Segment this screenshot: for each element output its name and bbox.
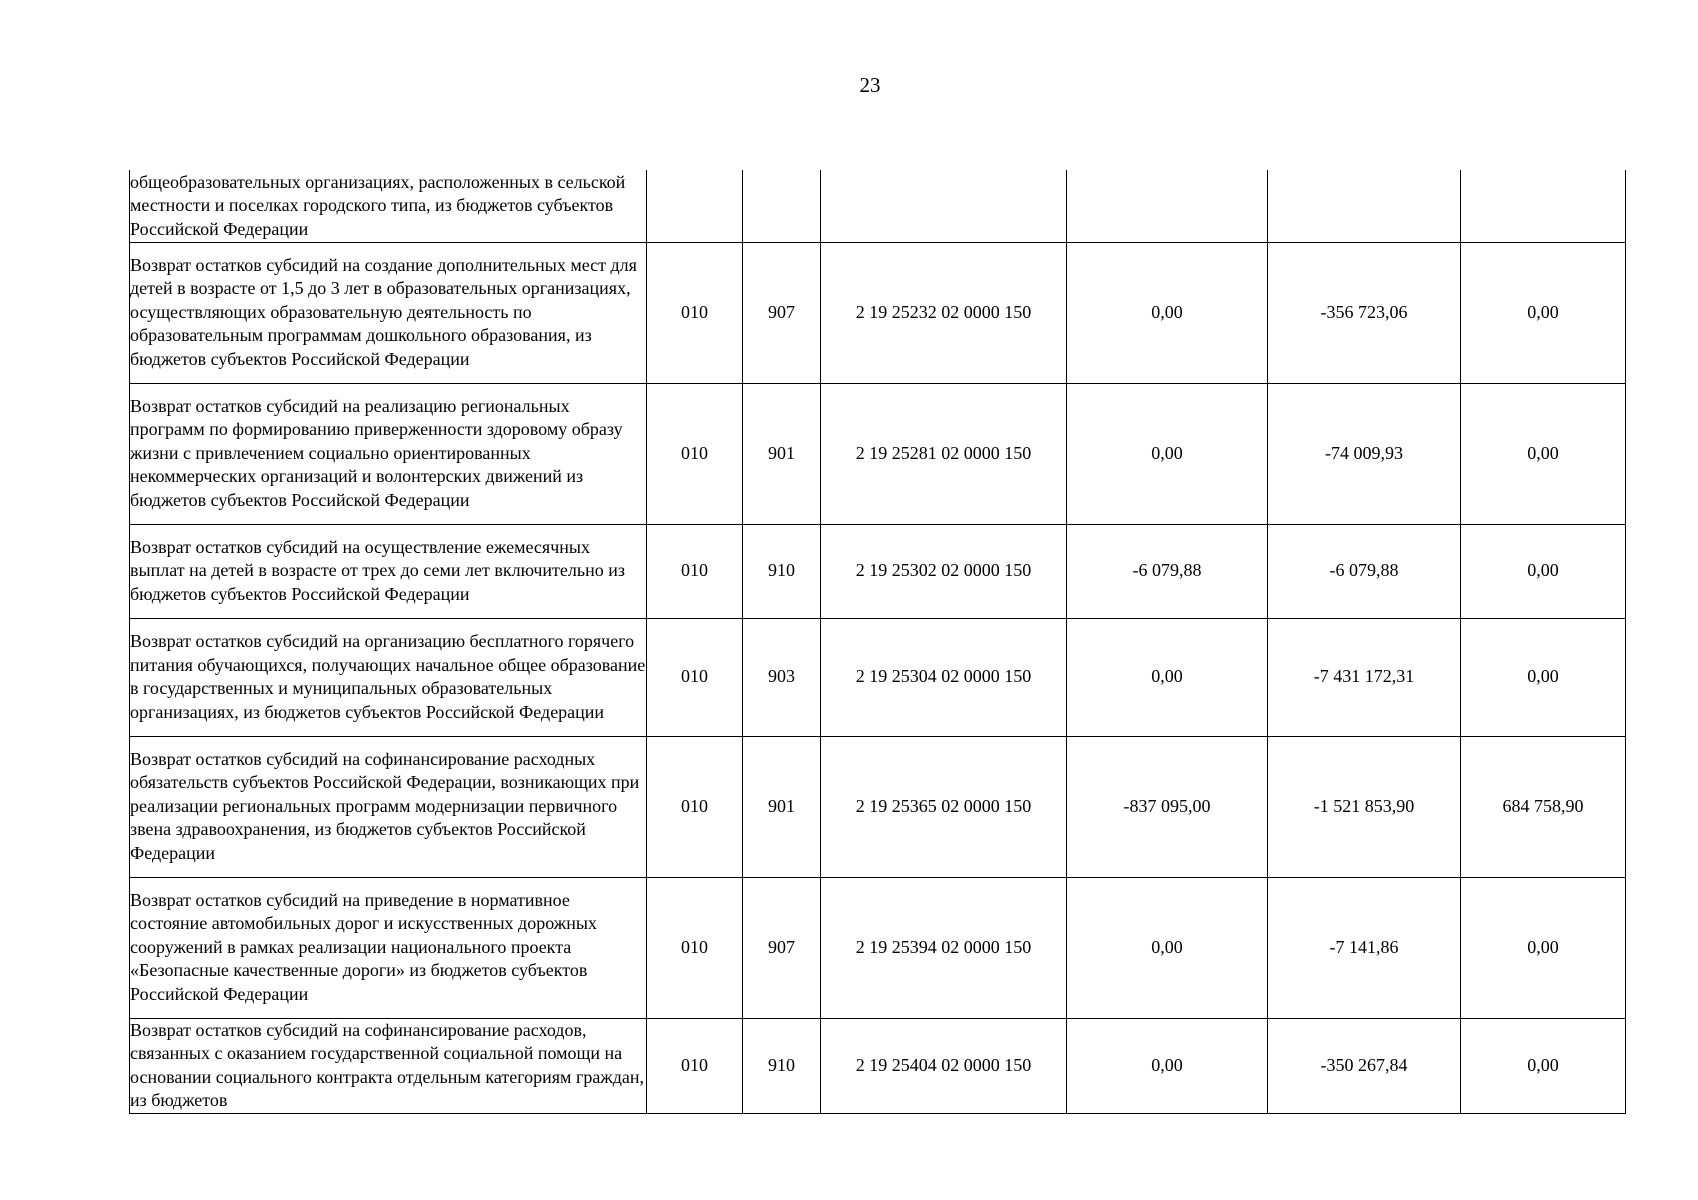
amount-cell: 0,00 (1461, 383, 1626, 524)
amount-cell: 0,00 (1067, 242, 1268, 383)
amount-cell: 684 758,90 (1461, 736, 1626, 877)
code-cell: 907 (743, 877, 821, 1018)
code-cell: 010 (647, 383, 743, 524)
description-text: Возврат остатков субсидий на софинансирование расходных обязательств субъектов Российской Федерации, возникающих при реализации региональных программ модернизации первичного звена здравоохранения, из бюджетов субъектов Российской Федерации (130, 748, 640, 863)
amount-cell: -356 723,06 (1268, 242, 1461, 383)
code-cell: 903 (743, 618, 821, 736)
code-cell: 901 (743, 383, 821, 524)
description-text: Возврат остатков субсидий на софинансирование расходов, связанных с оказанием государственной социальной помощи на основании социального контракта отдельным категориям граждан, из бюджетов (130, 1019, 645, 1110)
code-cell: 010 (647, 736, 743, 877)
table-row (130, 736, 1626, 877)
amount-cell: 0,00 (1067, 618, 1268, 736)
budget-table (129, 170, 1626, 1114)
description-text: Возврат остатков субсидий на создание дополнительных мест для детей в возрасте от 1,5 до 3 лет в образовательных организациях, осуществляющих образовательную деятельность по образовательным программам дошкольного образования, из бюджетов субъектов Российской Федерации (130, 254, 637, 369)
amount-cell (1268, 170, 1461, 242)
description-text: Возврат остатков субсидий на реализацию региональных программ по формированию приверженности здоровому образу жизни с привлечением социально ориентированных некоммерческих организаций и волонтерских движений из бюджетов субъектов Российской Федерации (130, 395, 623, 510)
description-cell (130, 736, 647, 877)
budget-code-cell: 2 19 25281 02 0000 150 (821, 383, 1067, 524)
code-cell (647, 170, 743, 242)
table-row (130, 524, 1626, 618)
code-cell (743, 170, 821, 242)
amount-cell: -7 141,86 (1268, 877, 1461, 1018)
code-cell: 010 (647, 242, 743, 383)
description-text: Возврат остатков субсидий на приведение в нормативное состояние автомобильных дорог и искусственных дорожных сооружений в рамках реализации национального проекта «Безопасные качественные дороги» из бюджетов субъектов Российской Федерации (130, 889, 597, 1004)
amount-cell: 0,00 (1461, 618, 1626, 736)
budget-code-cell: 2 19 25404 02 0000 150 (821, 1018, 1067, 1113)
description-cell (130, 242, 647, 383)
code-cell: 901 (743, 736, 821, 877)
page-number: 23 (859, 73, 881, 97)
amount-cell: -7 431 172,31 (1268, 618, 1461, 736)
budget-code-cell: 2 19 25232 02 0000 150 (821, 242, 1067, 383)
description-cell (130, 524, 647, 618)
code-cell: 010 (647, 877, 743, 1018)
budget-code-cell: 2 19 25365 02 0000 150 (821, 736, 1067, 877)
amount-cell: 0,00 (1461, 524, 1626, 618)
amount-cell: 0,00 (1461, 877, 1626, 1018)
description-text: общеобразовательных организациях, расположенных в сельской местности и поселках городского типа, из бюджетов субъектов Российской Федерации (130, 171, 626, 239)
code-cell: 910 (743, 524, 821, 618)
table-row (130, 618, 1626, 736)
amount-cell: 0,00 (1461, 1018, 1626, 1113)
code-cell: 910 (743, 1018, 821, 1113)
description-cell (130, 170, 647, 242)
code-cell: 010 (647, 618, 743, 736)
amount-cell: -1 521 853,90 (1268, 736, 1461, 877)
code-cell: 010 (647, 1018, 743, 1113)
description-text: Возврат остатков субсидий на осуществление ежемесячных выплат на детей в возрасте от трех до семи лет включительно из бюджетов субъектов Российской Федерации (130, 536, 625, 604)
budget-code-cell: 2 19 25304 02 0000 150 (821, 618, 1067, 736)
amount-cell: 0,00 (1067, 383, 1268, 524)
description-cell (130, 618, 647, 736)
amount-cell: -837 095,00 (1067, 736, 1268, 877)
table-row (130, 170, 1626, 242)
budget-code-cell (821, 170, 1067, 242)
amount-cell: -350 267,84 (1268, 1018, 1461, 1113)
code-cell: 010 (647, 524, 743, 618)
amount-cell (1067, 170, 1268, 242)
table-row (130, 383, 1626, 524)
table-row (130, 1018, 1626, 1113)
description-cell (130, 1018, 647, 1113)
budget-code-cell: 2 19 25302 02 0000 150 (821, 524, 1067, 618)
amount-cell: 0,00 (1067, 877, 1268, 1018)
table-row (130, 242, 1626, 383)
amount-cell: 0,00 (1461, 242, 1626, 383)
amount-cell: -6 079,88 (1268, 524, 1461, 618)
amount-cell: -74 009,93 (1268, 383, 1461, 524)
amount-cell: 0,00 (1067, 1018, 1268, 1113)
table-row (130, 877, 1626, 1018)
amount-cell: -6 079,88 (1067, 524, 1268, 618)
description-cell (130, 383, 647, 524)
amount-cell (1461, 170, 1626, 242)
code-cell: 907 (743, 242, 821, 383)
description-text: Возврат остатков субсидий на организацию бесплатного горячего питания обучающихся, получающих начальное общее образование в государственных и муниципальных образовательных организациях, из бюджетов субъектов Российской Федерации (130, 631, 646, 722)
description-cell (130, 877, 647, 1018)
budget-code-cell: 2 19 25394 02 0000 150 (821, 877, 1067, 1018)
